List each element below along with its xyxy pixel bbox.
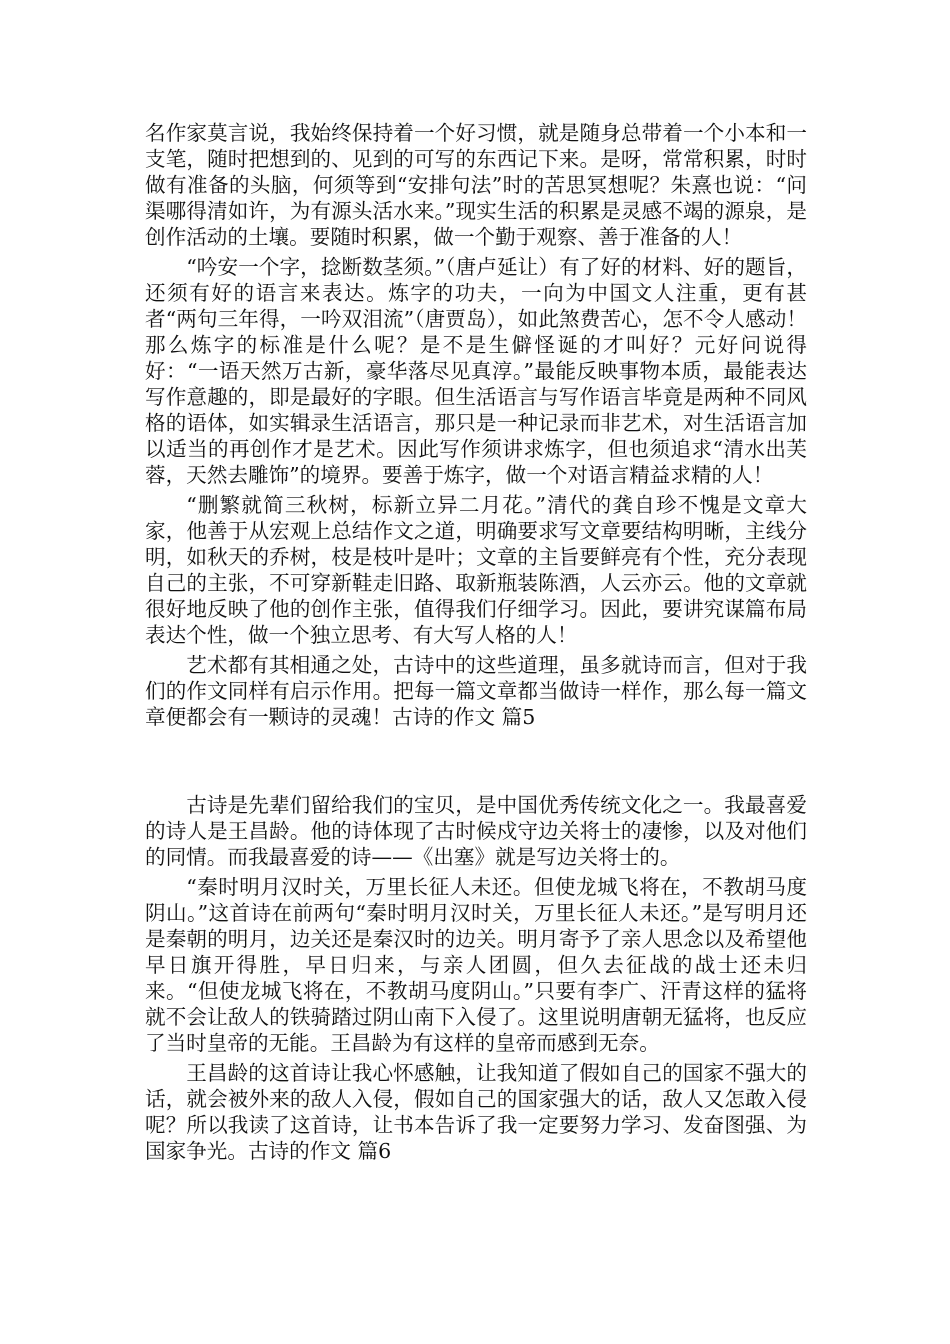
essay-section-2: [145, 792, 807, 1164]
paragraph: “删繁就简三秋树，标新立异二月花。”清代的龚自珍不愧是文章大家，他善于从宏观上总结作文之道，明确要求写文章要结构明晰，主线分明，如秋天的乔树，枝是枝叶是叶；文章的主旨要鲜亮有个性，充分表现自己的主张，不可穿新鞋走旧路、取新瓶装陈酒，人云亦云。他的文章就很好地反映了他的创作主张，值得我们仔细学习。因此，要讲究谋篇布局表达个性，做一个独立思考、有大写人格的人！: [145, 493, 807, 647]
paragraph: 王昌龄的这首诗让我心怀感触，让我知道了假如自己的国家不强大的话，就会被外来的敌人入侵，假如自己的国家强大的话，敌人又怎敢入侵呢？所以我读了这首诗，让书本告诉了我一定要努力学习、发奋图强、为国家争光。古诗的作文 篇6: [145, 1061, 807, 1163]
document-page: [145, 120, 807, 1168]
paragraph: “秦时明月汉时关，万里长征人未还。但使龙城飞将在，不教胡马度阴山。”这首诗在前两句“秦时明月汉时关，万里长征人未还。”是写明月还是秦朝的明月，边关还是秦汉时的边关。明月寄予了亲人思念以及希望他早日旗开得胜，早日归来，与亲人团圆，但久去征战的战士还未归来。“但使龙城飞将在，不教胡马度阴山。”只要有李广、汗青这样的猛将就不会让敌人的铁骑踏过阴山南下入侵了。这里说明唐朝无猛将，也反应了当时皇帝的无能。王昌龄为有这样的皇帝而感到无奈。: [145, 875, 807, 1055]
section-spacer: [145, 734, 807, 792]
paragraph: 艺术都有其相通之处，古诗中的这些道理，虽多就诗而言，但对于我们的作文同样有启示作用。把每一篇文章都当做诗一样作，那么每一篇文章便都会有一颗诗的灵魂！古诗的作文 篇5: [145, 653, 807, 729]
essay-section-1: [145, 120, 807, 730]
paragraph: 古诗是先辈们留给我们的宝贝，是中国优秀传统文化之一。我最喜爱的诗人是王昌龄。他的诗体现了古时候戍守边关将士的凄惨，以及对他们的同情。而我最喜爱的诗——《出塞》就是写边关将士的。: [145, 793, 807, 869]
paragraph: 名作家莫言说，我始终保持着一个好习惯，就是随身总带着一个小本和一支笔，随时把想到的、见到的可写的东西记下来。是呀，常常积累，时时做有准备的头脑，何须等到“安排句法”时的苦思冥想呢？朱熹也说：“问渠哪得清如许，为有源头活水来。”现实生活的积累是灵感不竭的源泉，是创作活动的土壤。要随时积累，做一个勤于观察、善于准备的人！: [145, 121, 807, 249]
paragraph: “吟安一个字，捻断数茎须。”（唐卢延让）有了好的材料、好的题旨，还须有好的语言来表达。炼字的功夫，一向为中国文人注重，更有甚者“两句三年得，一吟双泪流”（唐贾岛），如此煞费苦心，怎不令人感动！那么炼字的标准是什么呢？是不是生僻怪诞的才叫好？元好问说得好：“一语天然万古新，豪华落尽见真淳。”最能反映事物本质，最能表达写作意趣的，即是最好的字眼。但生活语言与写作语言毕竟是两种不同风格的语体，如实辑录生活语言，那只是一种记录而非艺术，对生活语言加以适当的再创作才是艺术。因此写作须讲求炼字，但也须追求“清水出芙蓉，天然去雕饰”的境界。要善于炼字，做一个对语言精益求精的人！: [145, 255, 807, 487]
